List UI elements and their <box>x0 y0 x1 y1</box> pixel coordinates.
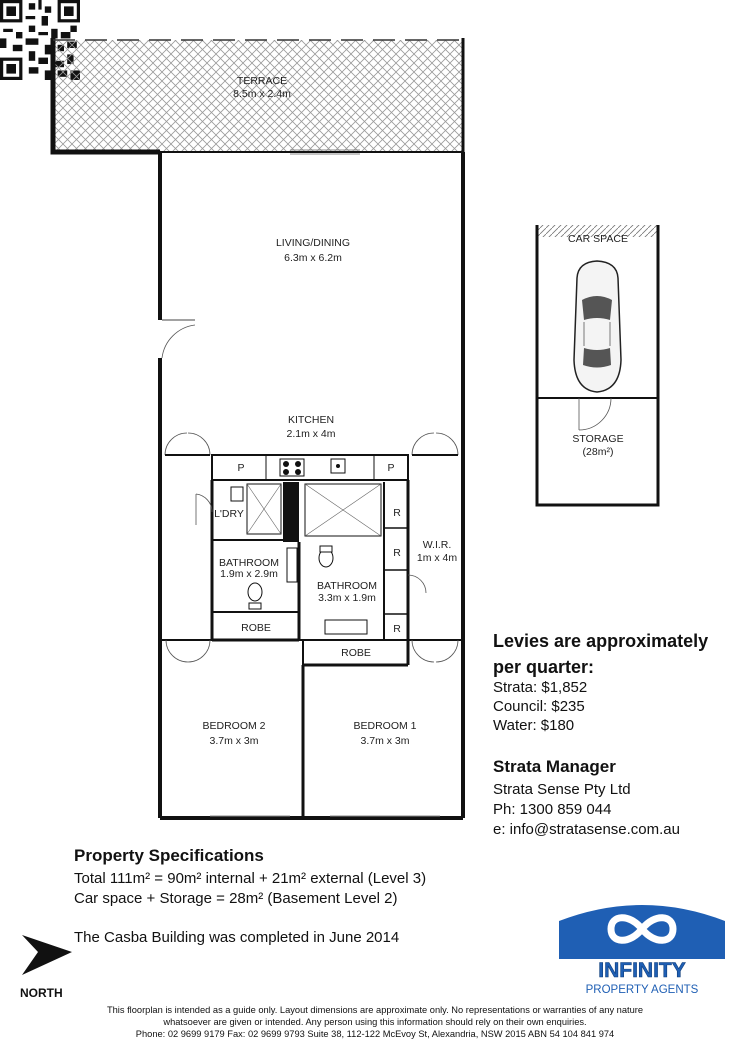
bedroom1-label: BEDROOM 1 <box>353 720 417 732</box>
bedroom2-dims: 3.7m x 3m <box>209 735 259 747</box>
kitchen-dims: 2.1m x 4m <box>286 428 336 440</box>
strata-phone: Ph: 1300 859 044 <box>493 801 612 818</box>
specs-line2: Car space + Storage = 28m² (Basement Level 2) <box>74 890 398 907</box>
terrace-label: TERRACE <box>236 75 288 87</box>
infinity-logo <box>557 893 727 997</box>
levy-council: Council: $235 <box>493 698 585 715</box>
levies-heading-line1: Levies are approximately <box>493 631 709 651</box>
strata-email: e: info@stratasense.com.au <box>493 821 680 838</box>
strata-company: Strata Sense Pty Ltd <box>493 781 631 798</box>
carspace-label: CAR SPACE <box>568 233 628 245</box>
north-label: NORTH <box>20 986 63 1000</box>
wir-dims: 1m x 4m <box>416 552 458 564</box>
bathroom1-label: BATHROOM <box>219 557 279 569</box>
kitchen-label: KITCHEN <box>287 414 335 426</box>
pantry-left-label: P <box>237 462 245 474</box>
car-icon <box>574 261 621 392</box>
robe2-label: ROBE <box>341 647 371 659</box>
disclaimer-line2: whatsoever are given or intended. Any person using this information should rely on their own enquiries. <box>163 1017 587 1027</box>
levies-heading-line2: per quarter: <box>493 657 595 677</box>
specs-completed: The Casba Building was completed in June 2014 <box>74 929 400 946</box>
storage-dims: (28m²) <box>582 446 614 458</box>
bathroom1-dims: 1.9m x 2.9m <box>220 568 278 580</box>
strata-manager-heading: Strata Manager <box>493 757 616 776</box>
specs-line1: Total 111m² = 90m² internal + 21m² external (Level 3) <box>74 870 427 887</box>
robe-r2-label: R <box>393 547 401 559</box>
living-dims: 6.3m x 6.2m <box>284 252 342 264</box>
storage-label: STORAGE <box>572 433 624 445</box>
logo-line2: PROPERTY AGENTS <box>585 984 699 996</box>
north-arrow-icon <box>22 935 72 975</box>
logo-line1: INFINITY <box>598 959 686 982</box>
terrace-dims: 8.5m x 2.4m <box>233 88 291 100</box>
robe-r1-label: R <box>393 507 401 519</box>
bathroom2-label: BATHROOM <box>317 580 377 592</box>
disclaimer <box>0 1004 750 1040</box>
levies-heading <box>493 628 708 680</box>
laundry-label: L'DRY <box>214 508 244 520</box>
robe-r3-label: R <box>393 623 401 635</box>
levy-water: Water: $180 <box>493 717 575 734</box>
robe1-label: ROBE <box>241 622 271 634</box>
pantry-right-label: P <box>387 462 395 474</box>
disclaimer-line3: Phone: 02 9699 9179 Fax: 02 9699 9793 Suite 38, 112-122 McEvoy St, Alexandria, NSW 2015 ABN 54 104 841 974 <box>135 1029 615 1039</box>
bedroom2-label: BEDROOM 2 <box>202 720 266 732</box>
wir-label: W.I.R. <box>422 539 452 551</box>
bathroom2-dims: 3.3m x 1.9m <box>318 592 376 604</box>
levy-strata: Strata: $1,852 <box>493 679 588 696</box>
living-label: LIVING/DINING <box>275 237 351 249</box>
bedroom1-dims: 3.7m x 3m <box>360 735 410 747</box>
disclaimer-line1: This floorplan is intended as a guide only. Layout dimensions are approximate only. No representations or warranties of any nature <box>106 1005 644 1015</box>
specs-heading: Property Specifications <box>74 846 264 865</box>
